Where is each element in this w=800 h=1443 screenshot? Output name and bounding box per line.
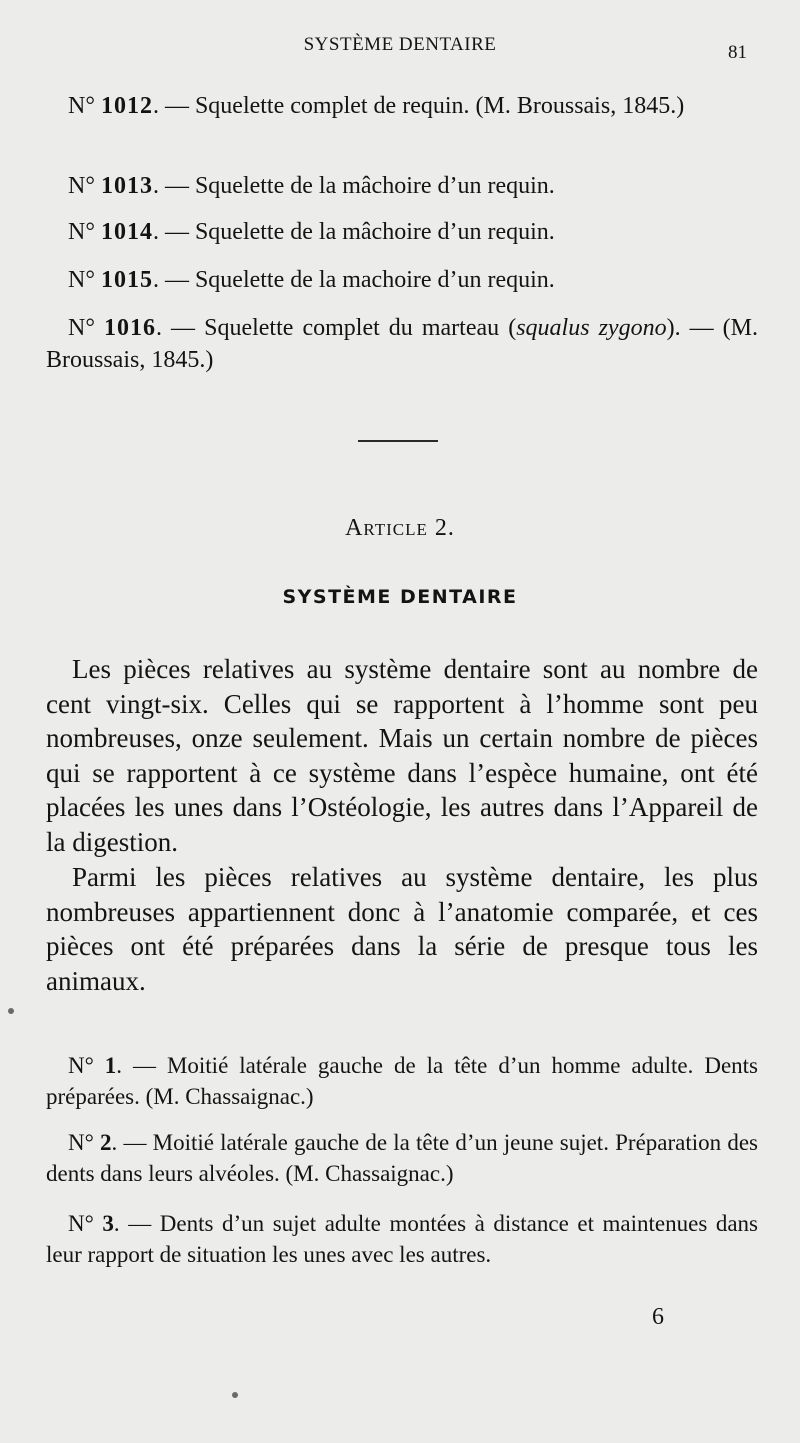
entry-text: . — Squelette complet de requin. (M. Broussais, 1845.) <box>152 93 685 119</box>
paragraph-text: Parmi les pièces relatives au système dentaire, les plus nombreuses appartiennent donc à l’anatomie comparée, et ces pièces ont été préparées dans la série de presque tous les animaux. <box>46 862 758 996</box>
item-prefix: N° <box>68 1211 94 1236</box>
entry-number: 1014 <box>100 219 153 245</box>
entry-1016 <box>46 312 758 376</box>
entry-prefix: N° <box>68 219 95 245</box>
item-number: 1 <box>104 1053 117 1078</box>
item-text: . — Moitié latérale gauche de la tête d’un homme adulte. Dents préparées. (M. Chassaignac.) <box>46 1053 758 1109</box>
entry-text: ). — (M. Broussais, 1845.) <box>46 315 758 373</box>
item-prefix: N° <box>68 1053 94 1078</box>
paper-speck <box>232 1392 238 1398</box>
item-number: 3 <box>102 1211 114 1236</box>
entry-text: . — Squelette de la mâchoire d’un requin. <box>152 219 555 245</box>
entry-text: . — Squelette complet du marteau ( <box>156 315 517 341</box>
item-prefix: N° <box>68 1130 94 1155</box>
item-3 <box>46 1208 758 1270</box>
item-number: 2 <box>100 1130 112 1155</box>
article-label: Article <box>345 515 428 541</box>
page-number: 81 <box>728 42 747 63</box>
entry-1013 <box>46 170 758 202</box>
entry-prefix: N° <box>68 173 95 199</box>
entry-number: 1015 <box>100 267 153 293</box>
entry-number: 1012 <box>100 93 153 119</box>
entry-number: 1013 <box>100 173 153 199</box>
entry-number: 1016 <box>104 315 156 341</box>
body-paragraph <box>46 652 758 859</box>
item-text: . — Dents d’un sujet adulte montées à distance et maintenues dans leur rapport de situation les unes avec les autres. <box>46 1211 758 1267</box>
entry-text: . — Squelette de la machoire d’un requin. <box>152 267 555 293</box>
entry-1012 <box>46 90 758 122</box>
entry-1015 <box>46 264 758 296</box>
entry-text: . — Squelette de la mâchoire d’un requin. <box>152 173 555 199</box>
entry-1014 <box>46 216 758 248</box>
entry-prefix: N° <box>68 315 95 341</box>
item-1 <box>46 1050 758 1112</box>
section-title: SYSTÈME DENTAIRE <box>282 586 518 608</box>
item-text: . — Moitié latérale gauche de la tête d’un jeune sujet. Préparation des dents dans leurs alvéoles. (M. Chassaignac.) <box>46 1130 758 1186</box>
paper-speck <box>8 1008 14 1014</box>
running-header: SYSTÈME DENTAIRE <box>303 34 497 55</box>
body-paragraph <box>46 860 758 998</box>
entry-prefix: N° <box>68 267 95 293</box>
entry-species: squalus zygono <box>516 315 667 341</box>
article-heading <box>0 515 800 542</box>
paragraph-text: Les pièces relatives au système dentaire sont au nombre de cent vingt-six. Celles qui se rapportent à l’homme sont peu nombreuses, onze seulement. Mais un certain nombre de pièces qui se rapportent à ce système dans l’espèce humaine, ont été placées les unes dans l’Ostéologie, les autres dans l’Appareil de la digestion. <box>46 654 758 857</box>
item-2 <box>46 1127 758 1189</box>
article-number: 2. <box>434 515 455 541</box>
signature-mark: 6 <box>652 1304 664 1330</box>
entry-prefix: N° <box>68 93 95 119</box>
section-divider <box>358 440 438 442</box>
